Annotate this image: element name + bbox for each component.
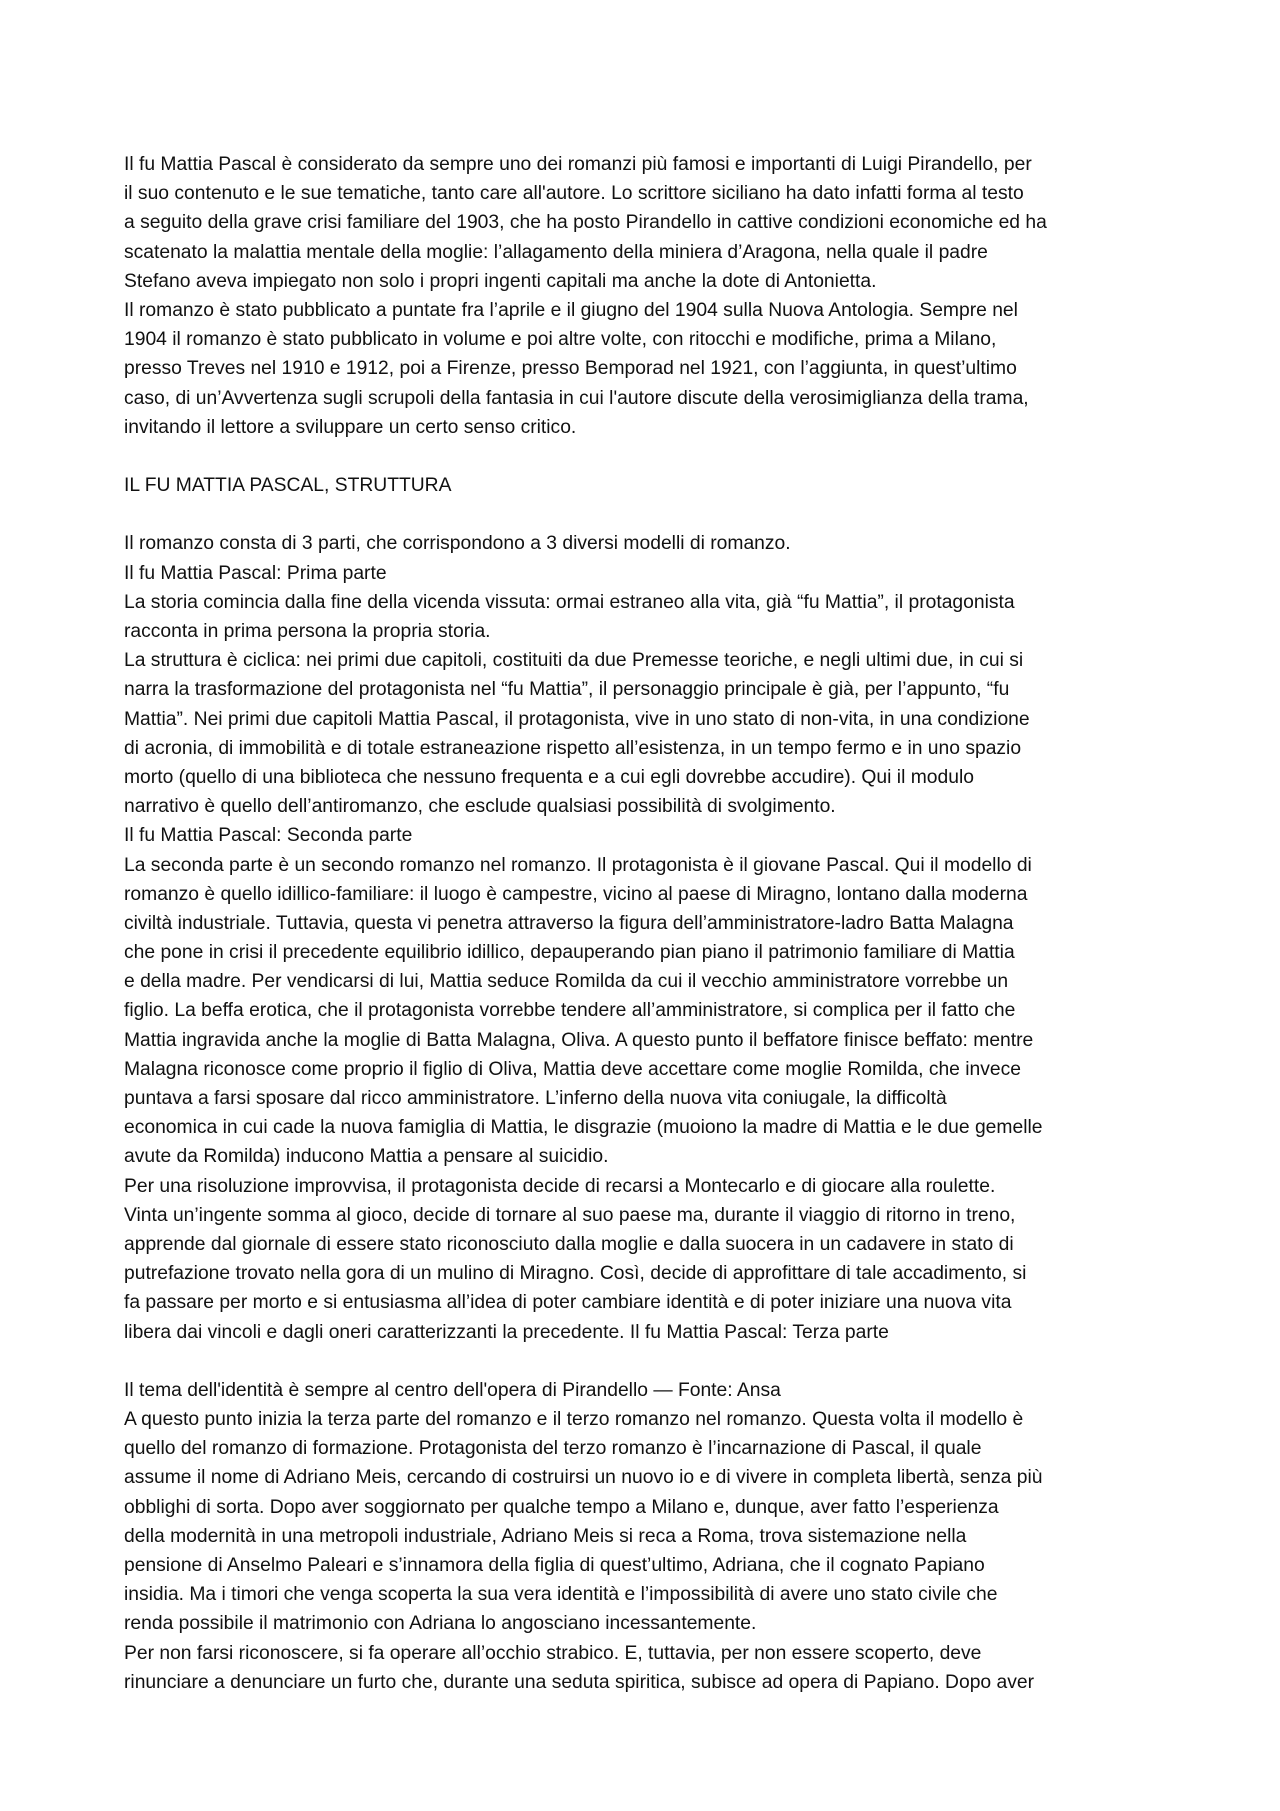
text-line: civiltà industriale. Tuttavia, questa vi penetra attraverso la figura dell’amministratore-ladro Batta Malagna [124,912,1014,934]
text-line: obblighi di sorta. Dopo aver soggiornato per qualche tempo a Milano e, dunque, aver fatto l’esperienza [124,1496,999,1518]
document-page [124,150,1164,1697]
text-line: Il romanzo è stato pubblicato a puntate fra l’aprile e il giugno del 1904 sulla Nuova Antologia. Sempre nel [124,299,1018,321]
text-line: assume il nome di Adriano Meis, cercando di costruirsi un nuovo io e di vivere in completa libertà, senza più [124,1467,1043,1489]
text-line: pensione di Anselmo Paleari e s’innamora della figlia di quest’ultimo, Adriana, che il cognato Papiano [124,1555,985,1576]
text-line: caso, di un’Avvertenza sugli scrupoli della fantasia in cui l'autore discute della verosimiglianza della trama, [124,387,1029,409]
text-line: avute da Romilda) inducono Mattia a pensare al suicidio. [124,1146,609,1168]
struttura-paragraphs [124,529,1164,1346]
terza-parte-paragraphs [124,1376,1164,1697]
text-line: La storia comincia dalla fine della vicenda vissuta: ormai estraneo alla vita, già “fu Mattia”, il protagonista [124,591,1015,613]
text-line: puntava a farsi sposare dal ricco amministratore. L’inferno della nuova vita coniugale, la difficoltà [124,1088,947,1109]
blank-line [124,1347,1164,1376]
text-line: Per una risoluzione improvvisa, il protagonista decide di recarsi a Montecarlo e di giocare alla roulette. [124,1175,996,1197]
text-line: fa passare per morto e si entusiasma all’idea di poter cambiare identità e di poter iniziare una nuova vita [124,1292,1012,1314]
heading-text: IL FU MATTIA PASCAL, STRUTTURA [124,475,452,497]
text-line: rinunciare a denunciare un furto che, durante una seduta spiritica, subisce ad opera di Papiano. Dopo aver [124,1671,1035,1693]
text-line: narrativo è quello dell’antiromanzo, che esclude qualsiasi possibilità di svolgimento. [124,796,836,818]
text-line: il suo contenuto e le sue tematiche, tanto care all'autore. Lo scrittore siciliano ha dato infatti forma al testo [124,183,1024,205]
text-line: di acronia, di immobilità e di totale estraneazione rispetto all’esistenza, in un tempo fermo e in uno spazio [124,737,1022,759]
text-line: apprende dal giornale di essere stato riconosciuto dalla moglie e dalla suocera in un cadavere in stato di [124,1233,1014,1255]
text-line: Malagna riconosce come proprio il figlio di Oliva, Mattia deve accettare come moglie Romilda, che invece [124,1058,1021,1080]
text-line: che pone in crisi il precedente equilibrio idillico, depauperando pian piano il patrimonio familiare di Mattia [124,942,1015,964]
text-line: Per non farsi riconoscere, si fa operare all’occhio strabico. E, tuttavia, per non essere scoperto, deve [124,1642,982,1664]
intro-paragraph [124,150,1164,442]
text-line: La seconda parte è un secondo romanzo nel romanzo. Il protagonista è il giovane Pascal. Qui il modello di [124,854,1032,876]
text-line: Vinta un’ingente somma al gioco, decide di tornare al suo paese ma, durante il viaggio di ritorno in treno, [124,1204,1016,1226]
text-line: narra la trasformazione del protagonista nel “fu Mattia”, il personaggio principale è già, per l’appunto, “fu [124,679,1010,701]
text-line: A questo punto inizia la terza parte del romanzo e il terzo romanzo nel romanzo. Questa volta il modello è [124,1409,1024,1431]
text-line: Il fu Mattia Pascal: Prima parte [124,562,387,584]
text-line: Il romanzo consta di 3 parti, che corrispondono a 3 diversi modelli di romanzo. [124,533,791,555]
text-line: economica in cui cade la nuova famiglia di Mattia, le disgrazie (muoiono la madre di Mattia e le due gemelle [124,1117,1043,1139]
text-line: della modernità in una metropoli industriale, Adriano Meis si reca a Roma, trova sistemazione nella [124,1525,967,1547]
text-line: presso Treves nel 1910 e 1912, poi a Firenze, presso Bemporad nel 1921, con l’aggiunta, in quest’ultimo [124,358,1017,380]
text-line: Il tema dell'identità è sempre al centro dell'opera di Pirandello — Fonte: Ansa [124,1379,781,1401]
text-line: scatenato la malattia mentale della moglie: l’allagamento della miniera d’Aragona, nella quale il padre [124,241,988,263]
text-line: invitando il lettore a sviluppare un certo senso critico. [124,416,577,438]
text-line: libera dai vincoli e dagli oneri caratterizzanti la precedente. Il fu Mattia Pascal: Terza parte [124,1321,889,1343]
text-line: Il fu Mattia Pascal è considerato da sempre uno dei romanzi più famosi e importanti di Luigi Pirandello, per [124,154,1032,175]
text-line: renda possibile il matrimonio con Adriana lo angosciano incessantemente. [124,1613,757,1635]
text-line: Mattia”. Nei primi due capitoli Mattia Pascal, il protagonista, vive in uno stato di non-vita, in una condizione [124,708,1030,730]
text-line: Il fu Mattia Pascal: Seconda parte [124,825,413,847]
text-line: insidia. Ma i timori che venga scoperta la sua vera identità e l’impossibilità di avere uno stato civile che [124,1584,998,1606]
text-line: a seguito della grave crisi familiare del 1903, che ha posto Pirandello in cattive condizioni economiche ed ha [124,212,1047,234]
text-line: La struttura è ciclica: nei primi due capitoli, costituiti da due Premesse teoriche, e negli ultimi due, in cui si [124,650,1024,672]
text-line: morto (quello di una biblioteca che nessuno frequenta e a cui egli dovrebbe accudire). Qui il modulo [124,766,974,788]
blank-line [124,500,1164,529]
text-line: 1904 il romanzo è stato pubblicato in volume e poi altre volte, con ritocchi e modifiche, prima a Milano, [124,329,997,351]
text-line: Stefano aveva impiegato non solo i propri ingenti capitali ma anche la dote di Antonietta. [124,270,877,292]
text-line: romanzo è quello idillico-familiare: il luogo è campestre, vicino al paese di Miragno, lontano dalla moderna [124,883,1028,905]
text-line: e della madre. Per vendicarsi di lui, Mattia seduce Romilda da cui il vecchio amministratore vorrebbe un [124,971,1009,993]
text-line: Mattia ingravida anche la moglie di Batta Malagna, Oliva. A questo punto il beffatore finisce beffato: mentre [124,1029,1034,1051]
section-heading-struttura [124,471,1164,500]
blank-line [124,442,1164,471]
text-line: putrefazione trovato nella gora di un mulino di Miragno. Così, decide di approfittare di tale accadimento, si [124,1263,1027,1285]
text-line: figlio. La beffa erotica, che il protagonista vorrebbe tendere all’amministratore, si complica per il fatto che [124,1000,1016,1022]
text-line: racconta in prima persona la propria storia. [124,621,491,642]
text-line: quello del romanzo di formazione. Protagonista del terzo romanzo è l’incarnazione di Pascal, il quale [124,1438,982,1460]
